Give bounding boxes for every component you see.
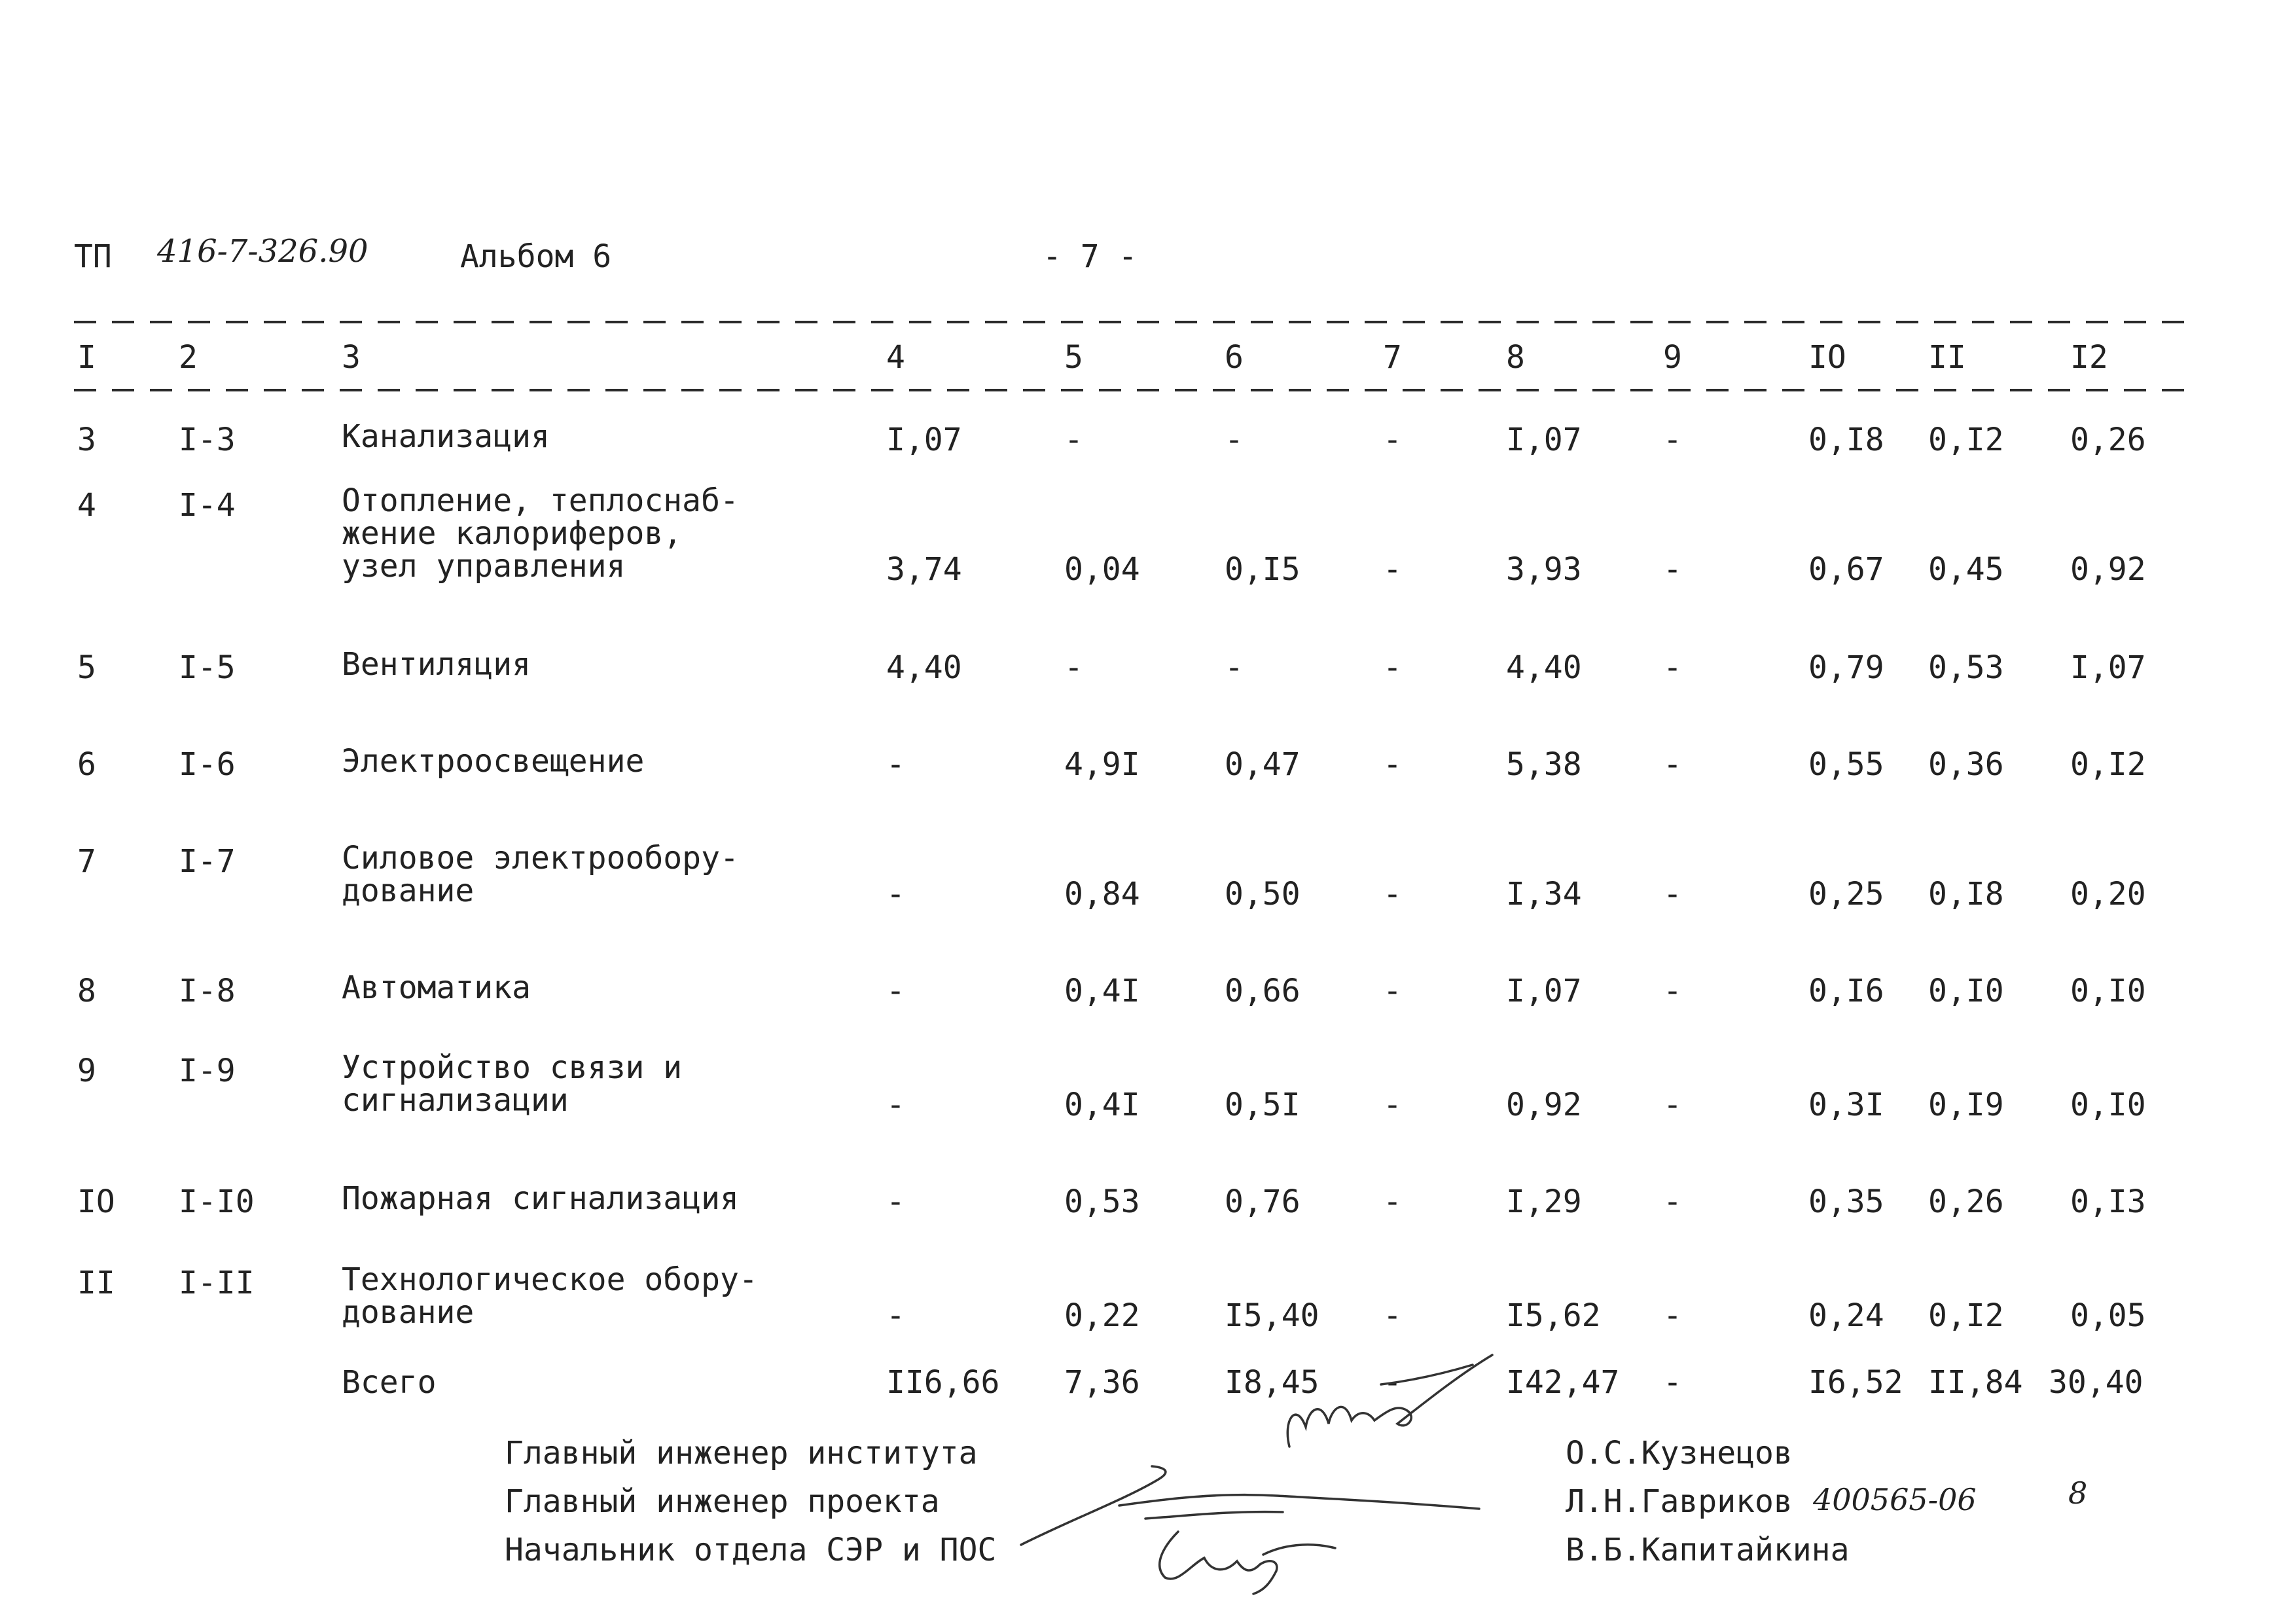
column-header: 7: [1383, 339, 1402, 376]
cell: -: [886, 746, 905, 783]
cell: I42,47: [1506, 1364, 1620, 1401]
row-code: I-9: [179, 1053, 236, 1089]
row-name: Пожарная сигнализация: [342, 1180, 739, 1217]
row-number: 9: [77, 1053, 96, 1089]
cell: 4,40: [886, 649, 962, 686]
cell: 0,I2: [2070, 746, 2146, 783]
cell: 0,I2: [1928, 1297, 2004, 1334]
cell: -: [1225, 649, 1244, 686]
cell: -: [886, 1183, 905, 1220]
row-code: I-3: [179, 422, 236, 458]
cell: I5,40: [1225, 1297, 1319, 1334]
archive-sheet: 8: [2068, 1475, 2088, 1511]
cell: 0,25: [1808, 876, 1884, 912]
row-number: 8: [77, 973, 96, 1009]
row-name: Устройство связи и сигнализации: [342, 1049, 683, 1119]
cell: -: [1663, 1297, 1682, 1334]
cell: -: [1383, 1087, 1402, 1123]
row-name: Электроосвещение: [342, 743, 645, 780]
cell: 0,26: [2070, 422, 2146, 458]
column-header: IO: [1808, 339, 1846, 376]
signatory-title: Начальник отдела СЭР и ПОС: [505, 1532, 997, 1568]
column-header: 6: [1225, 339, 1244, 376]
column-header: 5: [1064, 339, 1083, 376]
cell: 0,84: [1064, 876, 1140, 912]
cell: 0,3I: [1808, 1087, 1884, 1123]
cell: 0,92: [2070, 551, 2146, 588]
cell: 0,55: [1808, 746, 1884, 783]
cell: -: [1383, 1364, 1402, 1401]
cell: -: [1383, 746, 1402, 783]
cell: 0,4I: [1064, 1087, 1140, 1123]
row-name: Отопление, теплоснаб- жение калориферов, узел управления: [342, 482, 739, 585]
cell: 4,40: [1506, 649, 1582, 686]
row-name: Автоматика: [342, 969, 531, 1006]
cell: 0,76: [1225, 1183, 1300, 1220]
cell: 0,I5: [1225, 551, 1300, 588]
row-code: I-7: [179, 843, 236, 880]
cell: -: [1663, 551, 1682, 588]
signatory-name: О.С.Кузнецов: [1566, 1435, 1793, 1471]
cell: I5,62: [1506, 1297, 1601, 1334]
cell: 0,I9: [1928, 1087, 2004, 1123]
cell: -: [886, 1087, 905, 1123]
total-label: Всего: [342, 1364, 437, 1401]
cell: 0,35: [1808, 1183, 1884, 1220]
column-header: 3: [342, 339, 361, 376]
cell: 0,I2: [1928, 422, 2004, 458]
cell: 0,4I: [1064, 973, 1140, 1009]
cell: 0,I8: [1928, 876, 2004, 912]
archive-number: 400565-06: [1813, 1482, 1977, 1517]
cell: II,84: [1928, 1364, 2023, 1401]
column-header: II: [1928, 339, 1966, 376]
row-code: I-5: [179, 649, 236, 686]
cell: 0,50: [1225, 876, 1300, 912]
cell: 0,24: [1808, 1297, 1884, 1334]
column-header: 9: [1663, 339, 1682, 376]
row-number: 7: [77, 843, 96, 880]
row-name: Канализация: [342, 418, 550, 455]
cell: 0,I0: [2070, 973, 2146, 1009]
cell: 0,47: [1225, 746, 1300, 783]
row-code: I-6: [179, 746, 236, 783]
cell: -: [886, 1297, 905, 1334]
cell: -: [1064, 422, 1083, 458]
signature-kapitaykina: [1139, 1519, 1361, 1597]
cell: -: [1663, 973, 1682, 1009]
cell: I8,45: [1225, 1364, 1319, 1401]
row-code: I-8: [179, 973, 236, 1009]
cell: 0,04: [1064, 551, 1140, 588]
cell: -: [1663, 1087, 1682, 1123]
cell: -: [1064, 649, 1083, 686]
cell: 0,5I: [1225, 1087, 1300, 1123]
signatory-name: В.Б.Капитайкина: [1566, 1532, 1850, 1568]
cell: 4,9I: [1064, 746, 1140, 783]
cell: 5,38: [1506, 746, 1582, 783]
cell: I,29: [1506, 1183, 1582, 1220]
row-code: I-4: [179, 487, 236, 524]
cell: -: [1225, 422, 1244, 458]
column-header: 8: [1506, 339, 1525, 376]
cell: 0,26: [1928, 1183, 2004, 1220]
row-number: 3: [77, 422, 96, 458]
cell: -: [1383, 551, 1402, 588]
signatory-title: Главный инженер проекта: [505, 1483, 940, 1520]
row-name: Технологическое обору- дование: [342, 1261, 758, 1331]
row-name: Силовое электрообору- дование: [342, 840, 739, 909]
cell: -: [1383, 1183, 1402, 1220]
cell: I,07: [1506, 422, 1582, 458]
row-code: I-I0: [179, 1183, 255, 1220]
cell: 7,36: [1064, 1364, 1140, 1401]
cell: 0,I0: [1928, 973, 2004, 1009]
cell: -: [886, 973, 905, 1009]
cell: 0,I8: [1808, 422, 1884, 458]
cell: 0,I6: [1808, 973, 1884, 1009]
cell: 0,66: [1225, 973, 1300, 1009]
row-number: II: [77, 1265, 115, 1301]
album-label: Альбом 6: [460, 238, 612, 275]
cell: 30,40: [2049, 1364, 2144, 1401]
cell: -: [1383, 973, 1402, 1009]
cell: I,07: [886, 422, 962, 458]
cell: -: [886, 876, 905, 912]
cell: 0,53: [1064, 1183, 1140, 1220]
cell: 0,53: [1928, 649, 2004, 686]
cell: -: [1663, 1364, 1682, 1401]
header-rule-top: [74, 321, 2189, 323]
cell: -: [1663, 746, 1682, 783]
row-number: 5: [77, 649, 96, 686]
cell: 0,I0: [2070, 1087, 2146, 1123]
row-number: IO: [77, 1183, 115, 1220]
cell: 3,74: [886, 551, 962, 588]
doc-prefix: ТП: [74, 238, 112, 275]
column-header: I2: [2070, 339, 2108, 376]
cell: 0,92: [1506, 1087, 1582, 1123]
doc-number: 416-7-326.90: [157, 233, 368, 270]
cell: 0,I3: [2070, 1183, 2146, 1220]
header-rule-bottom: [74, 389, 2189, 391]
cell: 0,79: [1808, 649, 1884, 686]
cell: 0,45: [1928, 551, 2004, 588]
cell: II6,66: [886, 1364, 1000, 1401]
cell: 0,22: [1064, 1297, 1140, 1334]
cell: -: [1383, 649, 1402, 686]
page-number: - 7 -: [1043, 238, 1138, 275]
cell: 3,93: [1506, 551, 1582, 588]
row-number: 6: [77, 746, 96, 783]
signature-kuznetsov: [1276, 1348, 1499, 1460]
signatory-title: Главный инженер института: [505, 1435, 978, 1471]
cell: 0,36: [1928, 746, 2004, 783]
column-header: I: [77, 339, 96, 376]
row-name: Вентиляция: [342, 646, 531, 683]
cell: 0,67: [1808, 551, 1884, 588]
cell: I,07: [2070, 649, 2146, 686]
cell: -: [1383, 876, 1402, 912]
column-header: 4: [886, 339, 905, 376]
cell: I,07: [1506, 973, 1582, 1009]
cell: -: [1663, 1183, 1682, 1220]
column-header: 2: [179, 339, 198, 376]
row-code: I-II: [179, 1265, 255, 1301]
cell: 0,05: [2070, 1297, 2146, 1334]
row-number: 4: [77, 487, 96, 524]
cell: I,34: [1506, 876, 1582, 912]
cell: 0,20: [2070, 876, 2146, 912]
cell: -: [1663, 876, 1682, 912]
cell: -: [1663, 422, 1682, 458]
cell: -: [1663, 649, 1682, 686]
cell: -: [1383, 422, 1402, 458]
cell: I6,52: [1808, 1364, 1903, 1401]
signatory-name: Л.Н.Гавриков: [1566, 1483, 1793, 1520]
cell: -: [1383, 1297, 1402, 1334]
